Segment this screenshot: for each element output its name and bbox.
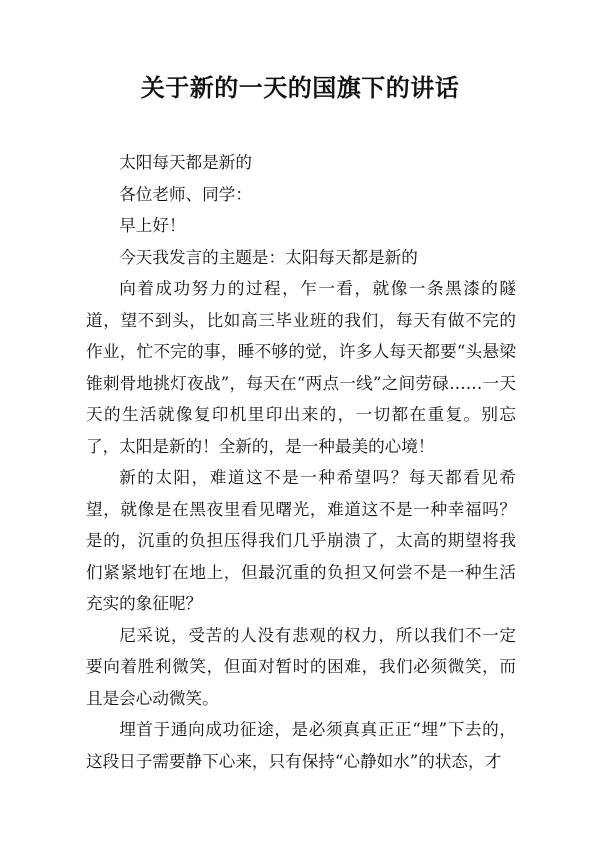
paragraph-body-3: 尼采说，受苦的人没有悲观的权力，所以我们不一定要向着胜利微笑，但面对暂时的困难，我们必须微笑，而且是会心动微笑。 bbox=[86, 625, 516, 708]
paragraph-greeting: 早上好！ bbox=[119, 216, 186, 235]
document-title: 关于新的一天的国旗下的讲话 bbox=[140, 73, 460, 102]
paragraph-salutation: 各位老师、同学： bbox=[119, 184, 252, 204]
paragraph-body-4: 埋首于通向成功征途，是必须真真正正“埋”下去的，这段日子需要静下心来，只有保持“心静如水”的状态，才 bbox=[86, 720, 516, 771]
paragraph-subtitle: 太阳每天都是新的 bbox=[119, 153, 252, 172]
document-body bbox=[86, 147, 516, 777]
paragraph-body-2: 新的太阳，难道这不是一种希望吗？每天都看见希望，就像是在黑夜里看见曙光，难道这不是一种幸福吗？是的，沉重的负担压得我们几乎崩溃了，太高的期望将我们紧紧地钉在地上，但最沉重的负担又何尝不是一种生活充实的象征呢？ bbox=[86, 468, 516, 613]
paragraph-topic: 今天我发言的主题是：太阳每天都是新的 bbox=[119, 247, 418, 267]
paragraph-body-1: 向着成功努力的过程，乍一看，就像一条黑漆的隧道，望不到头，比如高三毕业班的我们，每天有做不完的作业，忙不完的事，睡不够的觉，许多人每天都要“头悬梁锥刺骨地挑灯夜战”，每天在“两点一线”之间劳碌……一天天的生活就像复印机里印出来的，一切都在重复。别忘了，太阳是新的！全新的，是一种最美的心境！ bbox=[86, 279, 516, 456]
